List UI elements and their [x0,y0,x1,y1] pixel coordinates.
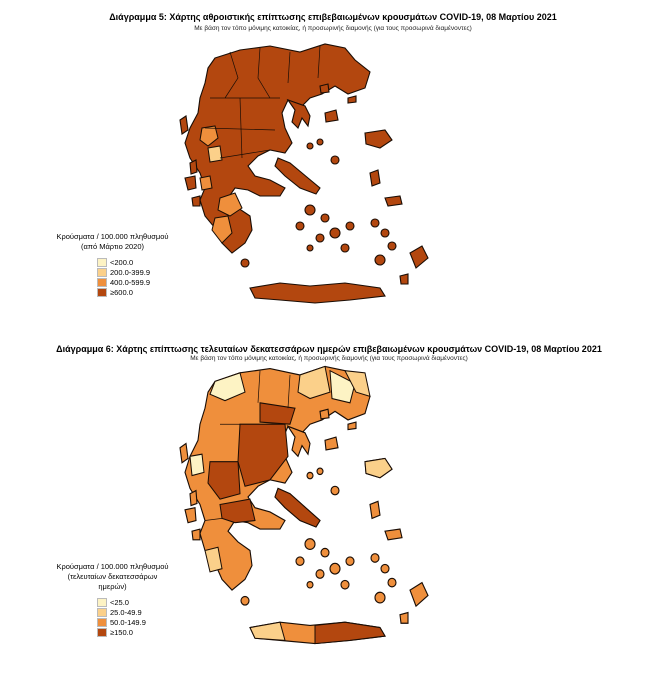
map2-legend-item [97,627,170,637]
legend-label: 50.0-149.9 [110,617,146,627]
map1-legend [55,232,170,297]
map1-title: Διάγραμμα 5: Χάρτης αθροιστικής επίπτωσης επιβεβαιωμένων κρουσμάτων COVID-19, 08 Μαρτίου 2021 [109,12,557,22]
legend-label: <25.0 [110,597,129,607]
legend-label: 25.0-49.9 [110,607,142,617]
map2-legend-item [97,607,170,617]
legend-label: 400.0-599.9 [110,277,151,287]
legend-swatch [97,628,107,637]
legend-label: 200.0-399.9 [110,267,151,277]
map2-legend-title [55,562,170,592]
map2-legend-title-line1: Κρούσματα / 100.000 πληθυσμού [56,562,169,571]
legend-swatch [97,258,107,267]
map1-legend-item [97,287,170,297]
fourteen-day-incidence-panel [0,335,650,675]
map2-legend-title-line2: (τελευταίων δεκατεσσάρων ημερών) [67,572,158,591]
map1-legend-title-line1: Κρούσματα / 100.000 πληθυσμού [56,232,169,241]
legend-label: <200.0 [110,257,134,267]
cumulative-incidence-panel [0,0,650,330]
map2-title: Διάγραμμα 6: Χάρτης επίπτωσης τελευταίων δεκατεσσάρων ημερών επιβεβαιωμένων κρουσμάτων COVID-19, 08 Μαρτίου 2021 [56,344,602,354]
map2-greece [160,360,460,665]
legend-swatch [97,278,107,287]
map1-legend-item [97,257,170,267]
map2-legend [55,562,170,637]
map1-legend-item [97,267,170,277]
legend-label: ≥600.0 [110,287,133,297]
legend-swatch [97,618,107,627]
legend-swatch [97,288,107,297]
map1-subtitle: Με βάση τον τόπο μόνιμης κατοικίας, ή προσωρινής διαμονής (για τους προσωρινά διαμένοντες) [194,25,472,32]
map2-legend-item [97,617,170,627]
map1-legend-title-line2: (από Μάρτιο 2020) [80,242,145,251]
map2-subtitle: Με βάση τον τόπο μόνιμης κατοικίας, ή προσωρινής διαμονής (για τους προσωρινά διαμένοντες) [190,355,468,362]
legend-swatch [97,598,107,607]
legend-label: ≥150.0 [110,627,133,637]
map1-legend-item [97,277,170,287]
legend-swatch [97,608,107,617]
legend-swatch [97,268,107,277]
map1-greece [160,38,460,323]
map1-legend-title [55,232,170,252]
map2-legend-item [97,597,170,607]
